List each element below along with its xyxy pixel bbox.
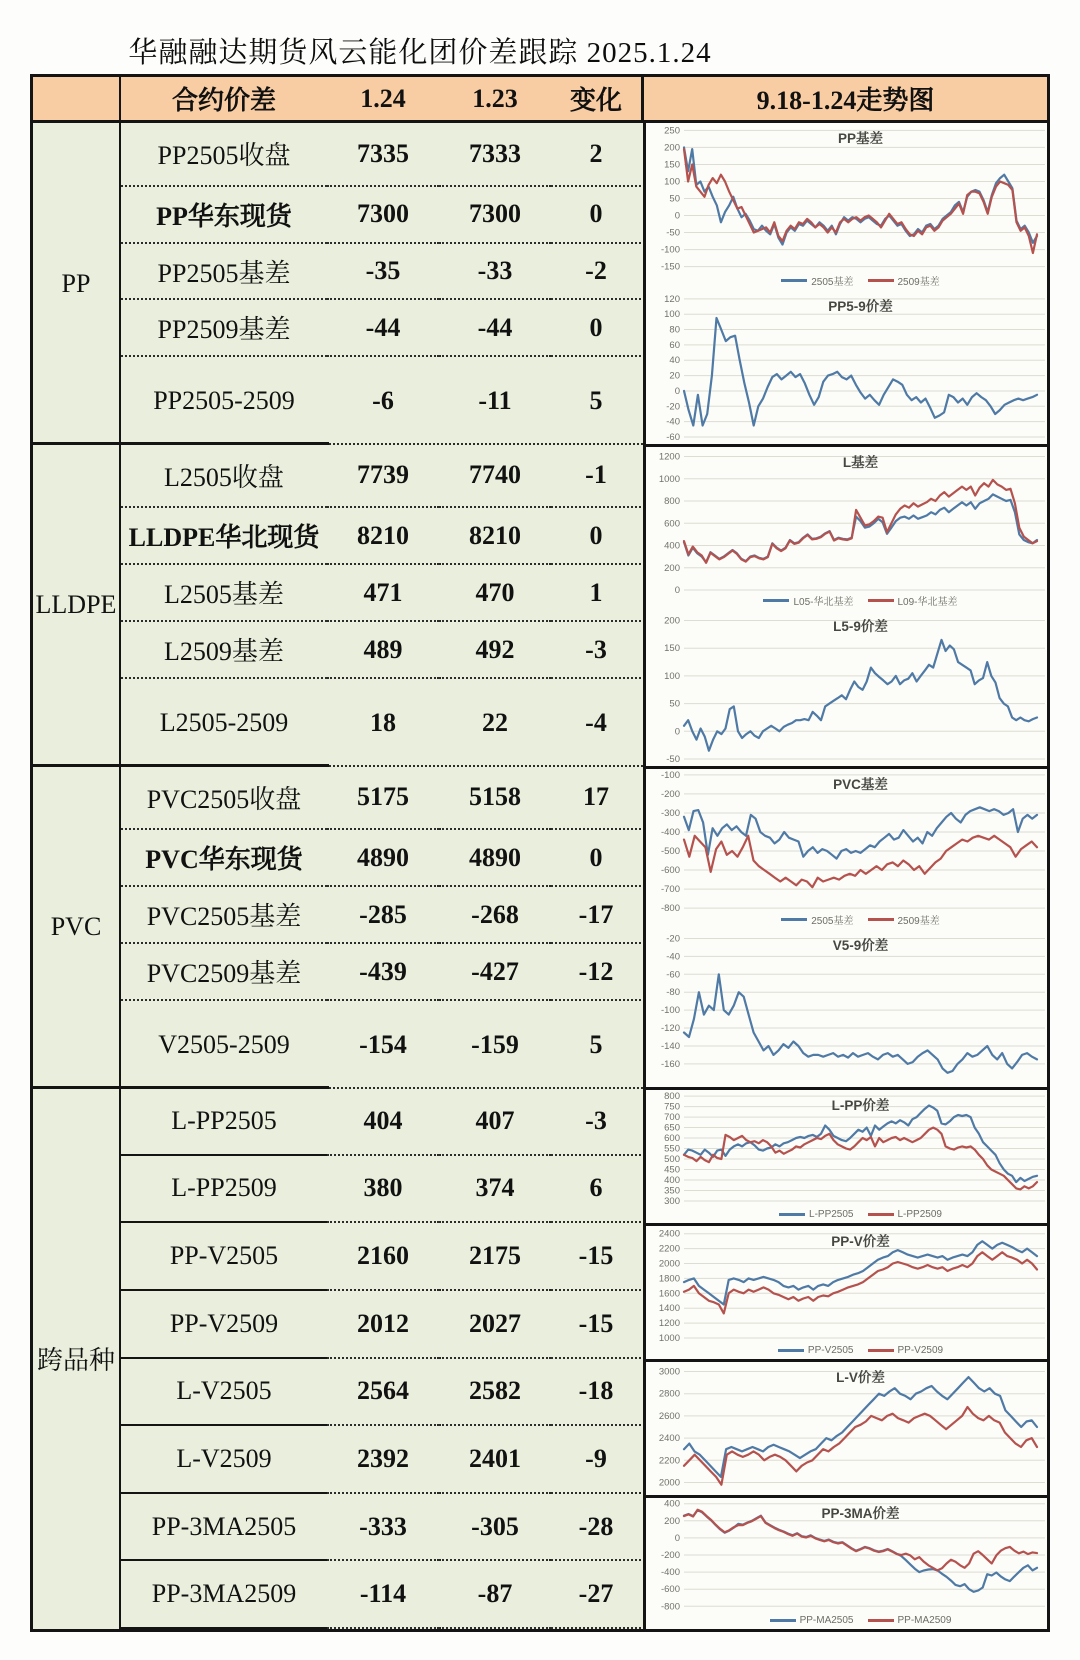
svg-text:650: 650 [664,1122,680,1134]
svg-text:450: 450 [664,1164,680,1176]
table-row [121,766,643,830]
svg-text:150: 150 [664,159,680,171]
svg-text:-60: -60 [666,969,680,981]
svg-text:1400: 1400 [658,1303,680,1315]
legend-item [781,273,853,288]
row-label: L-PP2509 [121,1156,327,1224]
row-label: PP-V2505 [121,1223,327,1291]
chart-legend [682,1345,1039,1356]
svg-text:-60: -60 [666,431,680,443]
svg-text:-100: -100 [660,244,680,256]
legend-line-swatch [868,279,894,282]
group-label: 跨品种 [33,1088,121,1629]
svg-text:100: 100 [664,670,680,682]
row-change-value: -17 [551,887,641,944]
header-trend-chart: 9.18-1.24走势图 [641,77,1047,120]
row-value: 404 [327,1088,439,1156]
svg-text:3000: 3000 [658,1366,680,1378]
mini-chart-L基差 [646,444,1047,611]
svg-text:-800: -800 [660,1601,680,1613]
svg-text:2400: 2400 [658,1228,680,1240]
group-rows [121,766,643,1088]
table-row [121,1426,643,1494]
svg-text:800: 800 [664,495,680,507]
row-label: PVC2509基差 [121,944,327,1001]
svg-text:-20: -20 [666,933,680,945]
legend-label: L-PP2505 [809,1209,854,1221]
legend-line-swatch [781,918,807,921]
row-change-value: 0 [551,508,641,565]
group-label: LLDPE [33,444,121,766]
svg-text:-300: -300 [660,807,680,819]
row-value: 2564 [327,1359,439,1427]
svg-text:-500: -500 [660,845,680,857]
svg-text:200: 200 [664,1515,680,1527]
chart-title: PP-3MA价差 [821,1506,900,1522]
table-row [121,887,643,944]
table-row [121,1291,643,1359]
row-change-value: 0 [551,187,641,244]
row-value: 470 [439,565,551,622]
table-row [121,244,643,301]
row-change-value: 6 [551,1156,641,1224]
row-value: 489 [327,622,439,679]
row-label: LLDPE华北现货 [121,508,327,565]
row-change-value: 17 [551,766,641,830]
trend-chart-column [643,123,1047,1629]
table-row [121,622,643,679]
row-value: 4890 [439,830,551,887]
chart-legend [682,1615,1039,1626]
legend-item [779,1209,853,1220]
svg-text:1200: 1200 [658,451,680,463]
row-change-value: -12 [551,944,641,1001]
svg-text:150: 150 [664,642,680,654]
table-row [121,830,643,887]
row-label: L2505基差 [121,565,327,622]
legend-label: L-PP2509 [897,1209,942,1221]
row-value: 374 [439,1156,551,1224]
legend-item [868,593,958,608]
legend-item [868,1615,952,1626]
svg-text:-200: -200 [660,1550,680,1562]
svg-text:1800: 1800 [658,1273,680,1285]
table-row [121,1494,643,1562]
svg-text:40: 40 [669,355,680,367]
row-value: -285 [327,887,439,944]
row-value: 22 [482,707,508,737]
row-change-value: -15 [551,1291,641,1359]
svg-text:-20: -20 [666,401,680,413]
legend-item [763,593,853,608]
svg-text:1000: 1000 [658,473,680,485]
row-change-value: 0 [551,300,641,357]
mini-chart-L-V价差 [646,1359,1047,1495]
row-value: 7300 [327,187,439,244]
row-value: 2392 [327,1426,439,1494]
table-header-row [33,77,1047,123]
table-body [33,123,1047,1629]
svg-text:500: 500 [664,1154,680,1166]
svg-text:2400: 2400 [658,1433,680,1445]
mini-chart-PP基差 [646,123,1047,291]
svg-text:-400: -400 [660,826,680,838]
group-rows [121,123,643,444]
row-label: PVC2505基差 [121,887,327,944]
legend-line-swatch [779,1213,805,1216]
svg-text:-150: -150 [660,261,680,273]
mini-chart-V5-9价差 [646,930,1047,1087]
row-label: V2505-2509 [158,1029,290,1059]
row-value: 7740 [439,444,551,508]
header-corner-cell [33,77,121,120]
svg-text:2000: 2000 [658,1258,680,1270]
row-value: 4890 [327,830,439,887]
row-label: L2509基差 [121,622,327,679]
row-label: PP2505收盘 [121,123,327,187]
mini-chart-L5-9价差 [646,611,1047,766]
svg-text:1200: 1200 [658,1318,680,1330]
row-label: PVC华东现货 [121,830,327,887]
svg-text:-120: -120 [660,1023,680,1035]
legend-line-swatch [868,1349,894,1352]
header-date-a: 1.24 [360,83,406,113]
chart-title: PP5-9价差 [828,298,893,314]
legend-label: 2509基差 [897,276,940,288]
legend-line-swatch [868,599,894,602]
row-value: -35 [327,244,439,301]
row-change-value: 1 [551,565,641,622]
chart-title: V5-9价差 [832,938,889,954]
legend-label: 2505基差 [811,276,854,288]
row-change-value: -3 [551,1088,641,1156]
section-3 [33,766,643,1088]
row-value: -427 [439,944,551,1001]
svg-text:2600: 2600 [658,1411,680,1423]
row-label: L2505-2509 [159,707,289,737]
page-title: 华融融达期货风云能化团价差跟踪 2025.1.24 [128,37,712,69]
row-value: 407 [439,1088,551,1156]
table-body-sections [33,123,643,1629]
svg-text:-400: -400 [660,1567,680,1579]
svg-text:700: 700 [664,1112,680,1124]
mini-chart-PVC基差 [646,766,1047,931]
table-row [121,123,643,187]
legend-label: PP-MA2509 [897,1614,952,1626]
row-value: -114 [327,1561,439,1629]
legend-label: L09-华北基差 [897,596,958,608]
row-value: 2027 [439,1291,551,1359]
row-value: -159 [471,1029,519,1059]
chart-title: PP-V价差 [831,1234,890,1250]
svg-text:-600: -600 [660,864,680,876]
legend-item [868,912,940,927]
legend-label: PP-V2505 [807,1345,854,1357]
svg-text:-50: -50 [666,227,680,239]
svg-text:750: 750 [664,1101,680,1113]
svg-text:200: 200 [664,615,680,627]
svg-text:-800: -800 [660,902,680,914]
row-value: -33 [439,244,551,301]
row-value: 7333 [439,123,551,187]
mini-chart-PP-V价差 [646,1223,1047,1359]
chart-title: PP基差 [837,131,883,146]
row-label: L2505收盘 [121,444,327,508]
group-label: PVC [33,766,121,1088]
svg-text:0: 0 [674,1532,680,1544]
svg-text:-200: -200 [660,788,680,800]
row-label: PP2509基差 [121,300,327,357]
chart-title: L-PP价差 [831,1098,890,1114]
table-row [121,300,643,357]
table-row [121,1088,643,1156]
row-value: -87 [439,1561,551,1629]
row-label: PVC2505收盘 [121,766,327,830]
legend-item [868,273,940,288]
svg-text:300: 300 [664,1196,680,1208]
row-label: PP华东现货 [121,187,327,244]
table-row [121,1001,643,1088]
row-label: L-PP2505 [121,1088,327,1156]
table-row [121,565,643,622]
table-row [121,679,643,766]
svg-text:-160: -160 [660,1059,680,1071]
row-label: PP-3MA2505 [121,1494,327,1562]
table-row [121,1561,643,1629]
chart-title: L5-9价差 [833,618,888,634]
legend-label: PP-V2509 [897,1345,944,1357]
svg-text:350: 350 [664,1185,680,1197]
row-value: 8210 [439,508,551,565]
svg-text:2000: 2000 [658,1477,680,1489]
row-value: 5158 [439,766,551,830]
row-change-value: -9 [551,1426,641,1494]
row-value: -6 [372,385,394,415]
svg-text:550: 550 [664,1143,680,1155]
spread-table [30,74,1050,1632]
row-label: L-V2505 [121,1359,327,1427]
svg-text:80: 80 [669,324,680,336]
chart-legend [682,273,1039,288]
legend-item [868,1345,944,1356]
row-value: -268 [439,887,551,944]
legend-item [868,1209,942,1220]
row-change-value: -3 [551,622,641,679]
svg-text:1600: 1600 [658,1288,680,1300]
row-value: 7739 [327,444,439,508]
svg-text:60: 60 [669,339,680,351]
svg-text:200: 200 [664,142,680,154]
chart-title: L-V价差 [836,1370,885,1386]
legend-line-swatch [781,279,807,282]
svg-text:2200: 2200 [658,1455,680,1467]
header-spread: 合约价差 [171,86,276,115]
legend-label: 2505基差 [811,916,854,928]
legend-line-swatch [778,1349,804,1352]
row-value: -44 [439,300,551,357]
svg-text:200: 200 [664,562,680,574]
row-label: PP-3MA2509 [121,1561,327,1629]
svg-text:20: 20 [669,370,680,382]
row-change-value: -18 [551,1359,641,1427]
row-value: 380 [327,1156,439,1224]
svg-text:600: 600 [664,1133,680,1145]
row-label: PP2505-2509 [153,385,295,415]
row-value: 7300 [439,187,551,244]
legend-label: PP-MA2505 [799,1614,854,1626]
svg-text:800: 800 [664,1091,680,1103]
svg-text:0: 0 [674,584,680,596]
svg-text:-700: -700 [660,883,680,895]
row-value: 2401 [439,1426,551,1494]
svg-text:-40: -40 [666,951,680,963]
legend-line-swatch [868,1619,894,1622]
chart-legend [682,1209,1039,1220]
svg-text:-50: -50 [666,753,680,765]
row-value: -11 [478,385,512,415]
section-4 [33,1088,643,1629]
table-row [121,508,643,565]
row-label: PP2505基差 [121,244,327,301]
svg-text:120: 120 [664,293,680,305]
row-value: 471 [327,565,439,622]
table-row [121,1223,643,1291]
legend-item [778,1345,854,1356]
row-change-value: 5 [589,1029,603,1059]
legend-line-swatch [868,918,894,921]
row-value: -154 [359,1029,407,1059]
svg-text:-600: -600 [660,1584,680,1596]
mini-chart-PP-3MA价差 [646,1495,1047,1629]
legend-label: 2509基差 [897,916,940,928]
table-row [121,357,643,444]
row-value: 2175 [439,1223,551,1291]
row-label: L-V2509 [121,1426,327,1494]
chart-legend [682,593,1039,608]
row-value: 2160 [327,1223,439,1291]
svg-text:2800: 2800 [658,1388,680,1400]
row-value: 5175 [327,766,439,830]
mini-chart-L-PP价差 [646,1087,1047,1223]
svg-text:0: 0 [674,725,680,737]
svg-text:400: 400 [664,540,680,552]
svg-text:250: 250 [664,125,680,137]
table-row [121,1156,643,1224]
row-change-value: -1 [551,444,641,508]
svg-text:600: 600 [664,518,680,530]
mini-chart-PP5-9价差 [646,291,1047,444]
legend-item [770,1615,854,1626]
row-change-value: -2 [551,244,641,301]
svg-text:-80: -80 [666,987,680,999]
svg-text:400: 400 [664,1498,680,1510]
row-label: PP-V2509 [121,1291,327,1359]
svg-text:2200: 2200 [658,1243,680,1255]
svg-text:-100: -100 [660,1005,680,1017]
row-value: 7335 [327,123,439,187]
svg-text:50: 50 [669,698,680,710]
row-value: 2582 [439,1359,551,1427]
row-value: 18 [370,707,396,737]
chart-legend [682,912,1039,927]
svg-text:100: 100 [664,176,680,188]
table-row [121,1359,643,1427]
svg-text:0: 0 [674,210,680,222]
legend-line-swatch [763,599,789,602]
legend-line-swatch [868,1213,894,1216]
group-rows [121,444,643,766]
svg-text:50: 50 [669,193,680,205]
table-row [121,444,643,508]
header-date-b: 1.23 [472,83,518,113]
svg-text:400: 400 [664,1175,680,1187]
svg-text:-40: -40 [666,416,680,428]
chart-title: L基差 [842,454,879,470]
svg-text:-100: -100 [660,769,680,781]
row-value: 492 [439,622,551,679]
legend-item [781,912,853,927]
row-value: 8210 [327,508,439,565]
group-label: PP [33,123,121,444]
row-change-value: 5 [589,385,603,415]
row-change-value: -27 [551,1561,641,1629]
table-row [121,187,643,244]
section-2 [33,444,643,766]
svg-text:-140: -140 [660,1041,680,1053]
group-rows [121,1088,643,1629]
header-change: 变化 [569,86,622,115]
row-value: -44 [327,300,439,357]
row-value: -333 [327,1494,439,1562]
row-change-value: -15 [551,1223,641,1291]
svg-text:1000: 1000 [658,1333,680,1345]
svg-text:0: 0 [674,385,680,397]
svg-text:100: 100 [664,309,680,321]
chart-title: PVC基差 [833,776,888,792]
row-value: -305 [439,1494,551,1562]
legend-line-swatch [770,1619,796,1622]
table-row [121,944,643,1001]
row-change-value: 2 [551,123,641,187]
row-change-value: 0 [551,830,641,887]
row-change-value: -28 [551,1494,641,1562]
row-value: 2012 [327,1291,439,1359]
row-change-value: -4 [585,707,607,737]
legend-label: L05-华北基差 [793,596,854,608]
section-1 [33,123,643,444]
row-value: -439 [327,944,439,1001]
